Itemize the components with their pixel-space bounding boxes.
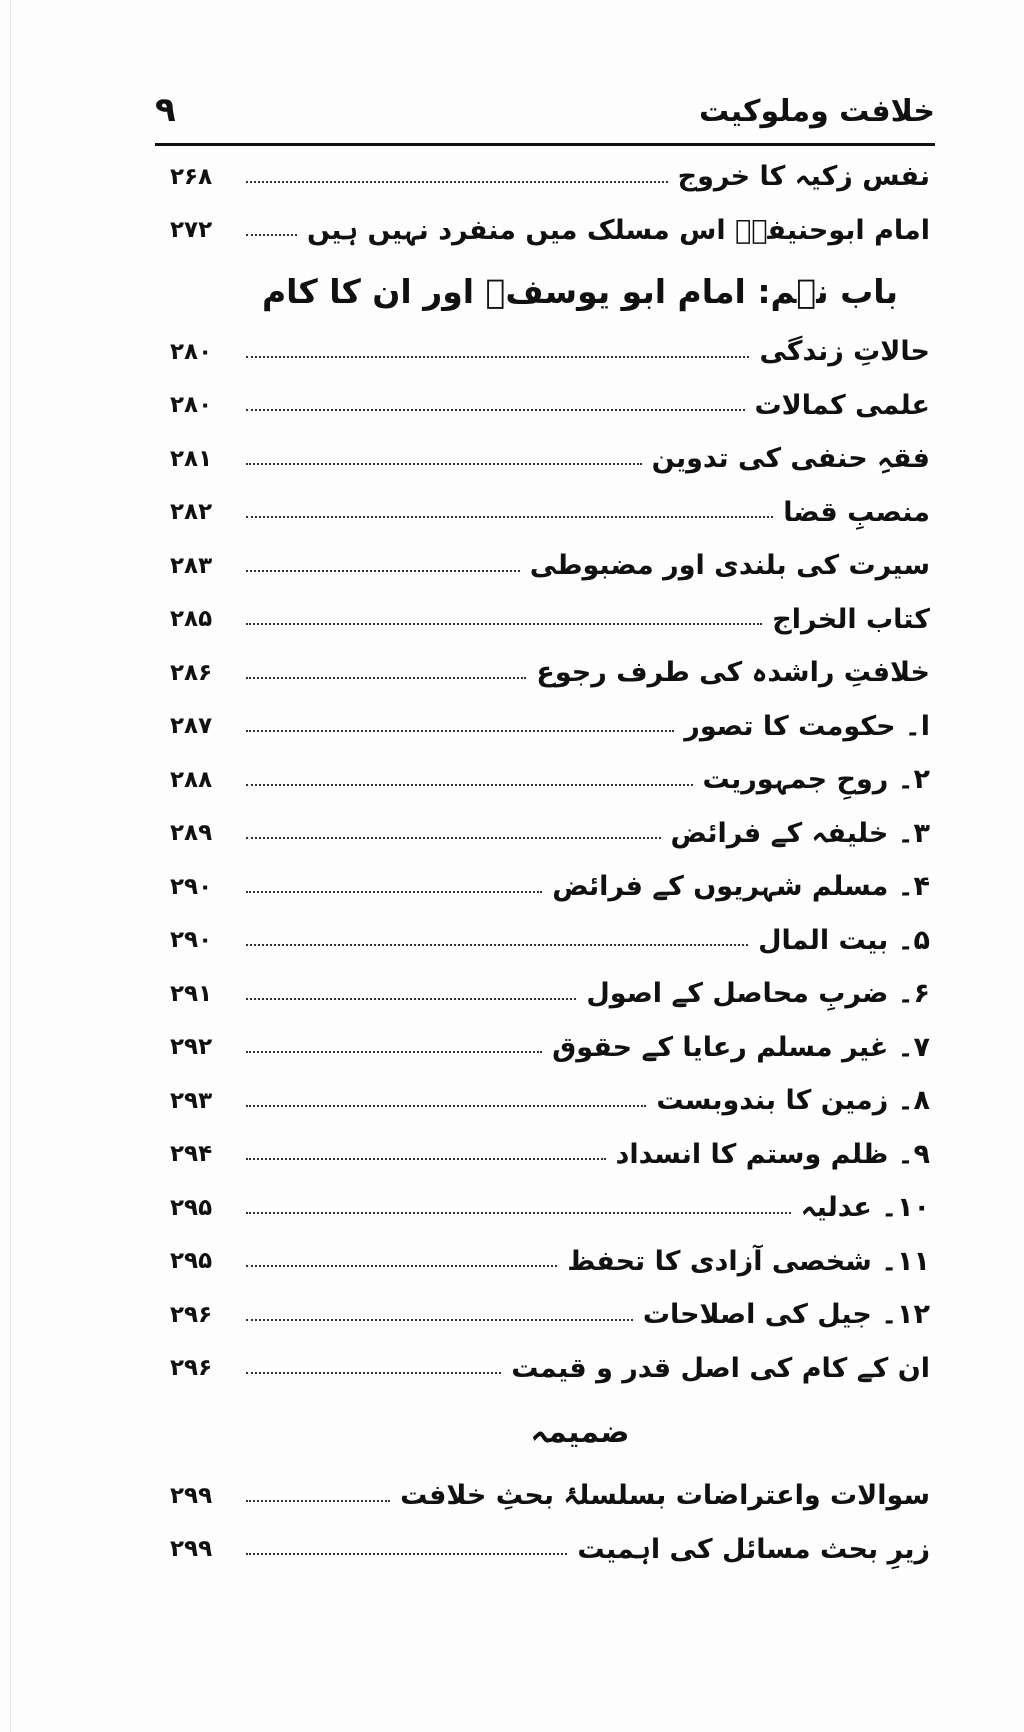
toc-entry-page-number: ۲۹۴ (170, 1141, 213, 1168)
toc-entry-page-number: ۲۹۲ (170, 1034, 213, 1061)
toc-entry-page-number: ۲۸۲ (170, 499, 213, 526)
dot-leader (246, 1500, 390, 1502)
toc-entry-title: سیرت کی بلندی اور مضبوطی (529, 550, 930, 582)
dot-leader (246, 1158, 606, 1160)
dot-leader (246, 1105, 646, 1107)
dot-leader (246, 1051, 542, 1053)
dot-leader (246, 1265, 557, 1267)
toc-entry-page-number: ۲۹۶ (170, 1355, 213, 1382)
toc-list-b (170, 325, 930, 1395)
toc-entry (170, 807, 930, 861)
toc-entry-title: منصبِ قضا (783, 496, 930, 528)
dot-leader (246, 409, 745, 411)
dot-leader (246, 730, 674, 732)
toc-entry (170, 379, 930, 433)
dot-leader (246, 944, 748, 946)
appendix-heading-row (170, 1395, 930, 1469)
toc-entry (170, 204, 930, 258)
toc-entry (170, 325, 930, 379)
toc-entry-page-number: ۲۷۲ (170, 217, 213, 244)
toc-entry (170, 753, 930, 807)
toc-entry-title: زیرِ بحث مسائل کی اہمیت (577, 1533, 930, 1565)
toc-entry-title: ۵۔ بیت المال (758, 924, 930, 956)
toc-entry-title: ۱۰۔ عدلیہ (800, 1192, 930, 1224)
dot-leader (246, 837, 661, 839)
toc-list-a (170, 150, 930, 257)
toc-entry (170, 1021, 930, 1075)
dot-leader (246, 181, 668, 183)
toc-entry (170, 593, 930, 647)
toc-entry (170, 967, 930, 1021)
toc-entry-title: حالاتِ زندگی (759, 336, 930, 368)
toc-entry-page-number: ۲۸۰ (170, 392, 213, 419)
toc-entry-title: ۴۔ مسلم شہریوں کے فرائض (552, 871, 930, 903)
dot-leader (246, 1553, 567, 1555)
toc-entry (170, 700, 930, 754)
toc-entry (170, 860, 930, 914)
dot-leader (246, 677, 526, 679)
header-rule (155, 143, 935, 146)
toc-entry (170, 914, 930, 968)
dot-leader (246, 891, 542, 893)
toc-entry-page-number: ۲۶۸ (170, 163, 213, 190)
toc-list-c (170, 1469, 930, 1576)
toc-entry-title: نفس زکیہ کا خروج (677, 161, 930, 193)
chapter-heading: باب نہم: امام ابو یوسفؒ اور ان کا کام (261, 271, 899, 311)
toc-entry-title: امام ابوحنیفہؒ اس مسلک میں منفرد نہیں ہیں (306, 214, 930, 246)
toc-entry-title: ۷۔ غیر مسلم رعایا کے حقوق (552, 1031, 930, 1063)
toc-entry (170, 1181, 930, 1235)
toc-entry-title: فقہِ حنفی کی تدوین (651, 443, 930, 475)
toc-entry-title: ۱۲۔ جیل کی اصلاحات (642, 1299, 930, 1331)
dot-leader (246, 463, 642, 465)
toc-entry (170, 486, 930, 540)
dot-leader (246, 570, 520, 572)
dot-leader (246, 784, 693, 786)
toc-entry (170, 1074, 930, 1128)
table-of-contents (170, 150, 930, 1576)
toc-entry-page-number: ۲۹۶ (170, 1301, 213, 1328)
toc-entry (170, 646, 930, 700)
appendix-heading: ضمیمہ (530, 1414, 630, 1450)
dot-leader (246, 1212, 791, 1214)
dot-leader (246, 1372, 501, 1374)
toc-entry-page-number: ۲۸۳ (170, 552, 213, 579)
toc-entry (170, 1288, 930, 1342)
toc-entry-title: ا۔ حکومت کا تصور (684, 710, 930, 742)
toc-entry-title: ۳۔ خلیفہ کے فرائض (670, 817, 930, 849)
toc-entry (170, 1469, 930, 1523)
dot-leader (246, 516, 773, 518)
toc-entry (170, 1342, 930, 1396)
toc-entry-title: خلافتِ راشدہ کی طرف رجوع (536, 657, 930, 689)
toc-entry-title: ۱۱۔ شخصی آزادی کا تحفظ (567, 1245, 930, 1277)
toc-entry (170, 1235, 930, 1289)
toc-entry (170, 539, 930, 593)
chapter-heading-row (170, 257, 930, 325)
toc-entry (170, 432, 930, 486)
toc-entry-page-number: ۲۹۰ (170, 927, 213, 954)
toc-entry-title: ان کے کام کی اصل قدر و قیمت (511, 1352, 930, 1384)
toc-entry-title: ۶۔ ضربِ محاصل کے اصول (586, 978, 930, 1010)
toc-entry-page-number: ۲۸۷ (170, 713, 213, 740)
page-number: ۹ (155, 90, 176, 130)
page-edge-line (10, 0, 11, 1732)
toc-entry-page-number: ۲۸۵ (170, 606, 213, 633)
toc-entry (170, 150, 930, 204)
toc-entry-title: کتاب الخراج (772, 603, 930, 635)
toc-entry-title: ۸۔ زمین کا بندوبست (656, 1085, 930, 1117)
toc-entry-page-number: ۲۸۱ (170, 445, 213, 472)
toc-entry-page-number: ۲۹۱ (170, 980, 213, 1007)
toc-entry-title: سوالات واعتراضات بسلسلۂ بحثِ خلافت (400, 1480, 930, 1512)
toc-entry-page-number: ۲۸۶ (170, 659, 213, 686)
page-header (155, 90, 935, 140)
running-title: خلافت وملوکیت (699, 94, 935, 129)
toc-entry-page-number: ۲۸۰ (170, 338, 213, 365)
toc-entry-title: ۹۔ ظلم وستم کا انسداد (615, 1138, 930, 1170)
toc-entry-page-number: ۲۹۳ (170, 1087, 213, 1114)
toc-entry (170, 1128, 930, 1182)
toc-entry-page-number: ۲۹۵ (170, 1194, 213, 1221)
toc-entry-page-number: ۲۹۵ (170, 1248, 213, 1275)
dot-leader (246, 234, 297, 236)
toc-entry-page-number: ۲۹۹ (170, 1482, 213, 1509)
toc-entry (170, 1523, 930, 1577)
dot-leader (246, 623, 762, 625)
dot-leader (246, 356, 749, 358)
toc-entry-page-number: ۲۹۰ (170, 873, 213, 900)
toc-entry-page-number: ۲۸۹ (170, 820, 213, 847)
toc-entry-title: علمی کمالات (754, 389, 930, 421)
dot-leader (246, 1319, 633, 1321)
dot-leader (246, 998, 576, 1000)
toc-entry-title: ۲۔ روحِ جمہوریت (702, 764, 930, 796)
toc-entry-page-number: ۲۸۸ (170, 766, 213, 793)
toc-entry-page-number: ۲۹۹ (170, 1536, 213, 1563)
